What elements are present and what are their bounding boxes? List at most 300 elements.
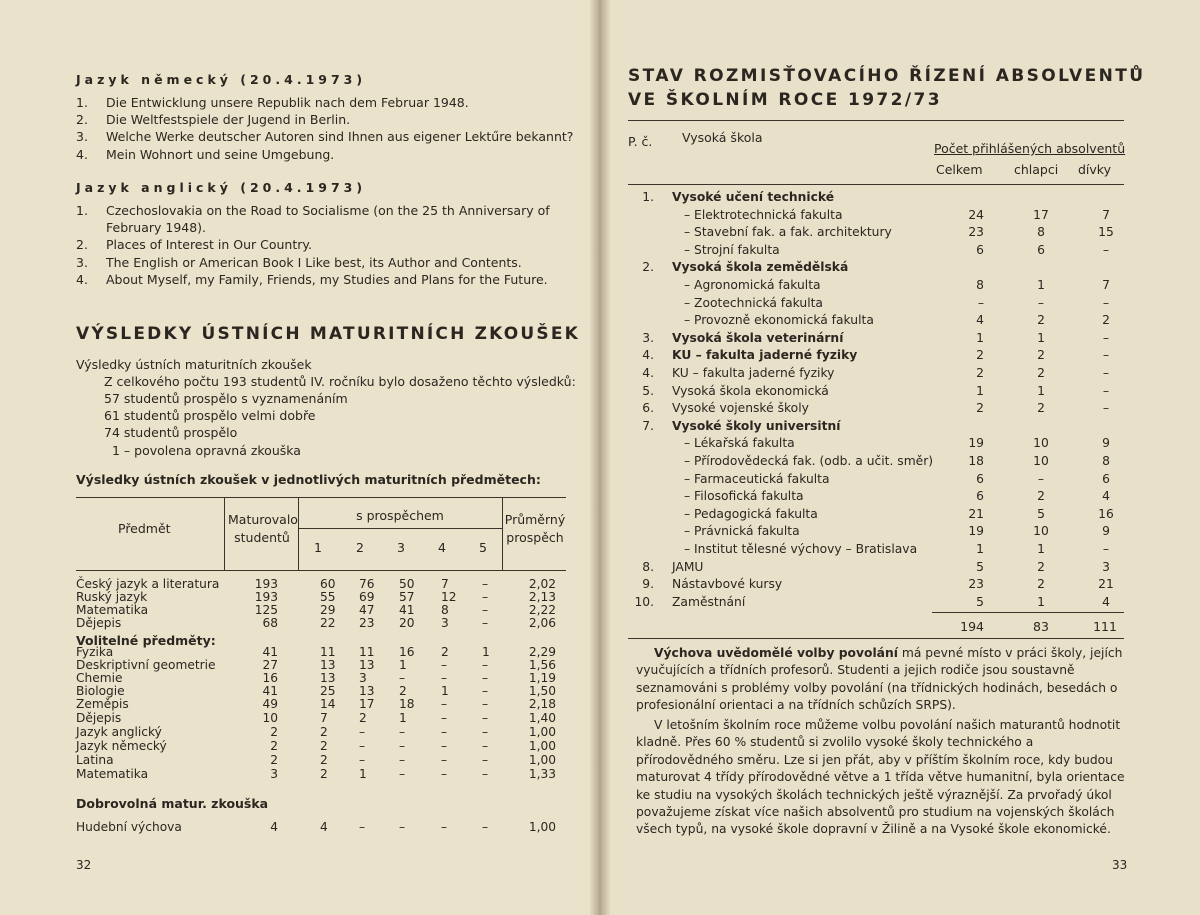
topic-number: 1.: [76, 203, 88, 218]
subject-total: 2: [270, 725, 278, 739]
school-index: 8.: [642, 559, 654, 574]
school-index: 3.: [642, 330, 654, 345]
topic-item: [76, 128, 576, 145]
subject-total: 10: [262, 711, 278, 725]
school-total: 21: [968, 506, 984, 521]
school-row: [632, 383, 1126, 401]
grade-count: –: [482, 658, 489, 672]
school-girls: 4: [1102, 489, 1110, 504]
school-index: 6.: [642, 401, 654, 416]
results-line: 57 studentů prospělo s vyznamenáním: [104, 391, 348, 406]
school-boys: 1: [1037, 330, 1045, 345]
school-total: 2: [976, 401, 984, 416]
school-girls: –: [1102, 383, 1110, 398]
school-girls: 7: [1102, 207, 1110, 222]
subject-total: 41: [262, 645, 278, 659]
subject-average: 1,33: [528, 767, 556, 781]
school-boys: 10: [1033, 436, 1049, 451]
school-row: [632, 400, 1126, 418]
grade-count: 2: [441, 645, 449, 659]
grade-count: –: [399, 725, 406, 739]
subject-average: 1,00: [528, 753, 556, 767]
topic-number: 1.: [76, 95, 88, 110]
results-intro: Výsledky ústních maturitních zkoušek: [76, 357, 312, 372]
school-row: [632, 471, 1126, 489]
subject-row: [76, 740, 566, 753]
school-name: – Institut tělesné výchovy – Bratislava: [684, 542, 918, 556]
school-total: 18: [968, 454, 984, 468]
school-total: 2: [976, 366, 984, 380]
school-total: 19: [968, 524, 984, 539]
school-boys: –: [1037, 295, 1045, 310]
grade-count: –: [482, 739, 489, 753]
school-name: – Provozně ekonomická fakulta: [684, 313, 874, 328]
school-name: Vysoká škola veterinární: [672, 330, 844, 345]
topic-item: [76, 202, 576, 236]
subject-row: [76, 617, 566, 630]
grade-count: –: [399, 671, 406, 685]
school-name: – Přírodovědecká fak. (odb. a učit. směr): [684, 454, 934, 468]
topic-item: [76, 111, 576, 128]
grade-count: 2: [320, 767, 328, 781]
grade-count: 3: [359, 671, 367, 685]
school-boys: 10: [1033, 454, 1049, 468]
grade-count: 2: [359, 711, 367, 725]
school-name: Vysoká škola ekonomická: [672, 383, 829, 398]
topic-text: Czechoslovakia on the Road to Socialisme (on the 25 th Anniversary of: [106, 203, 550, 218]
grade-count: –: [359, 739, 366, 753]
col-count-line1: Maturovalo: [228, 512, 298, 527]
grade-count: 11: [359, 645, 375, 659]
school-boys: 10: [1033, 524, 1049, 539]
col-grade-2: 2: [356, 540, 364, 555]
school-name: – Pedagogická fakulta: [684, 506, 818, 521]
grade-count: 50: [399, 577, 415, 591]
school-row: [632, 541, 1126, 559]
school-girls: –: [1102, 330, 1110, 345]
topic-number: 4.: [76, 146, 88, 162]
school-name: Nástavbové kursy: [672, 577, 783, 592]
subject-name: Ruský jazyk: [76, 590, 148, 604]
topic-text: Die Entwicklung unsere Republik nach dem Februar 1948.: [106, 95, 469, 110]
grade-count: 13: [359, 658, 375, 672]
subject-total: 2: [270, 739, 278, 753]
paragraph-1: [636, 645, 1128, 715]
grade-count: 41: [399, 603, 415, 617]
school-name: – Farmaceutická fakulta: [684, 471, 830, 486]
school-name: – Stavební fak. a fak. architektury: [684, 225, 892, 240]
subject-name: Chemie: [76, 671, 123, 685]
grade-count: 2: [320, 725, 328, 739]
school-name: – Filosofická fakulta: [684, 489, 804, 504]
paragraph-1-lead: Výchova uvědomělé volby povolání: [654, 646, 898, 660]
school-name: – Strojní fakulta: [684, 242, 780, 257]
grade-count: –: [482, 684, 489, 698]
grade-count: –: [441, 711, 448, 725]
grade-count: –: [441, 753, 448, 767]
subject-average: 1,40: [528, 711, 556, 725]
grade-count: –: [482, 671, 489, 685]
school-girls: 8: [1102, 454, 1110, 468]
grade-count: 22: [320, 616, 336, 630]
subject-name: Hudební výchova: [76, 820, 182, 834]
school-total: 24: [968, 207, 984, 222]
grade-count: –: [482, 577, 489, 591]
grade-count: –: [399, 739, 406, 753]
table-bottom-rule: [628, 638, 1124, 639]
subject-name: Fyzika: [76, 645, 114, 659]
school-boys: 2: [1037, 313, 1045, 328]
school-name: Zaměstnání: [672, 594, 746, 609]
school-name: KU – fakulta jaderné fyziky: [672, 366, 835, 380]
subject-average: 2,13: [528, 590, 556, 604]
grade-count: 2: [320, 753, 328, 767]
subject-average: 1,56: [528, 658, 556, 672]
col-idx: P. č.: [628, 134, 653, 149]
subject-row: [76, 726, 566, 739]
school-total: 6: [976, 242, 984, 257]
grade-count: 3: [441, 616, 449, 630]
subject-average: 1,00: [528, 725, 556, 739]
topic-number: 2.: [76, 112, 88, 128]
school-boys: 2: [1037, 401, 1045, 416]
grade-count: 60: [320, 577, 336, 591]
german-topic-list: [76, 94, 576, 163]
grade-count: 18: [399, 697, 415, 711]
subject-row: [76, 821, 566, 834]
school-index: 5.: [642, 383, 654, 398]
grade-count: 7: [320, 711, 328, 725]
subject-average: 1,19: [528, 671, 556, 685]
grade-count: 13: [320, 658, 336, 672]
subject-average: 1,50: [528, 684, 556, 698]
grade-count: –: [482, 711, 489, 725]
school-girls: –: [1102, 242, 1110, 257]
school-index: 4.: [642, 348, 654, 363]
school-boys: 8: [1037, 225, 1045, 240]
subject-average: 2,29: [528, 645, 556, 659]
subject-total: 193: [254, 590, 278, 604]
page-number-right: 33: [1112, 858, 1128, 872]
school-row: [632, 347, 1126, 365]
results-title: VÝSLEDKY ÚSTNÍCH MATURITNÍCH ZKOUŠEK: [76, 324, 581, 344]
school-boys: 5: [1037, 506, 1045, 521]
school-row: [632, 259, 1126, 277]
school-girls: 3: [1102, 559, 1110, 574]
optional-label: Volitelné předměty:: [76, 633, 216, 648]
right-title-line1: STAV ROZMISŤOVACÍHO ŘÍZENÍ ABSOLVENTŮ: [628, 66, 1146, 86]
school-row: [632, 435, 1126, 453]
voluntary-label: Dobrovolná matur. zkouška: [76, 796, 269, 811]
subject-average: 2,02: [528, 577, 556, 591]
school-row: [632, 576, 1126, 594]
col-grade-5: 5: [479, 540, 487, 555]
results-line: 61 studentů prospělo velmi dobře: [104, 408, 316, 424]
col-grade-1: 1: [314, 540, 322, 555]
grade-count: 2: [320, 739, 328, 753]
col-total: Celkem: [936, 162, 983, 177]
subject-name: Deskriptivní geometrie: [76, 658, 216, 672]
totals-boys: 83: [1033, 619, 1049, 634]
subject-total: 68: [262, 616, 278, 630]
grade-count: 4: [320, 820, 328, 834]
col-girls: dívky: [1078, 162, 1111, 177]
col-count-line2: studentů: [234, 530, 290, 545]
col-boys: chlapci: [1014, 162, 1059, 177]
school-girls: 7: [1102, 278, 1110, 292]
results-line: 74 studentů prospělo: [104, 425, 238, 441]
topic-text: Mein Wohnort und seine Umgebung.: [106, 146, 335, 162]
school-name: Vysoké učení technické: [672, 190, 835, 204]
topic-item: [76, 94, 576, 111]
subject-total: 49: [262, 697, 278, 711]
school-total: 4: [976, 313, 984, 328]
grade-count: –: [399, 753, 406, 767]
school-girls: –: [1102, 348, 1110, 363]
right-header-rule: [628, 184, 1124, 185]
subject-name: Latina: [76, 753, 114, 767]
grade-count: –: [482, 725, 489, 739]
grade-count: 20: [399, 616, 415, 630]
school-total: 5: [976, 559, 984, 574]
school-total: 1: [976, 330, 984, 345]
grade-count: –: [441, 739, 448, 753]
school-boys: 2: [1037, 489, 1045, 504]
grade-count: 1: [359, 767, 367, 781]
school-row: [632, 506, 1126, 524]
topic-number: 3.: [76, 254, 88, 270]
school-name: – Zootechnická fakulta: [684, 295, 823, 310]
school-name: Vysoké vojenské školy: [672, 401, 809, 416]
school-boys: 1: [1037, 383, 1045, 398]
col-avg-line2: prospěch: [506, 530, 564, 545]
col-subject: Předmět: [118, 521, 171, 536]
grade-count: 11: [320, 645, 336, 659]
school-row: [632, 330, 1126, 348]
grade-count: 57: [399, 590, 415, 604]
school-row: [632, 418, 1126, 436]
school-row: [632, 207, 1126, 225]
col-grade-4: 4: [438, 540, 446, 555]
grade-count: –: [441, 671, 448, 685]
right-title-rule: [628, 120, 1124, 121]
school-total: 19: [968, 436, 984, 451]
results-line: 1 – povolena opravná zkouška: [112, 442, 301, 458]
grade-count: 13: [320, 671, 336, 685]
school-girls: 6: [1102, 471, 1110, 486]
topic-text: Places of Interest in Our Country.: [106, 237, 312, 253]
school-girls: 9: [1102, 436, 1110, 451]
totals-total: 194: [960, 619, 984, 634]
grade-count: –: [482, 616, 489, 630]
results-summary-list: [104, 390, 348, 459]
school-row: [632, 295, 1126, 313]
school-row: [632, 277, 1126, 295]
school-girls: 21: [1098, 577, 1114, 592]
grade-count: 13: [359, 684, 375, 698]
topic-number: 3.: [76, 129, 88, 145]
school-boys: 2: [1037, 577, 1045, 592]
school-row: [632, 453, 1126, 471]
school-girls: –: [1102, 401, 1110, 416]
school-index: 4.: [642, 366, 654, 380]
subject-total: 125: [254, 603, 278, 617]
school-row: [632, 523, 1126, 541]
subject-name: Jazyk německý: [76, 739, 167, 753]
grade-count: –: [441, 725, 448, 739]
grade-count: 1: [441, 684, 449, 698]
school-index: 9.: [642, 577, 654, 592]
school-row: [632, 559, 1126, 577]
school-row: [632, 488, 1126, 506]
grade-count: 8: [441, 603, 449, 617]
subject-row: [76, 712, 566, 725]
grade-count: 1: [399, 658, 407, 672]
school-total: 2: [976, 348, 984, 363]
table-header-rule: [76, 570, 566, 571]
grade-count: –: [359, 725, 366, 739]
school-boys: 2: [1037, 366, 1045, 380]
topic-text: About Myself, my Family, Friends, my Studies and Plans for the Future.: [106, 271, 548, 287]
grade-count: 29: [320, 603, 336, 617]
grade-count: 69: [359, 590, 375, 604]
subject-total: 2: [270, 753, 278, 767]
school-total: –: [977, 295, 984, 310]
grade-count: 76: [359, 577, 375, 591]
grade-count: 1: [399, 711, 407, 725]
grade-count: –: [359, 820, 366, 834]
grade-count: 7: [441, 577, 449, 591]
subject-row: [76, 698, 566, 711]
grade-count: 16: [399, 645, 415, 659]
subject-name: Matematika: [76, 603, 149, 617]
school-girls: 9: [1102, 524, 1110, 539]
grade-count: –: [441, 767, 448, 781]
subject-average: 1,00: [528, 739, 556, 753]
school-girls: 15: [1098, 225, 1114, 240]
subject-total: 41: [262, 684, 278, 698]
grade-count: 14: [320, 697, 336, 711]
english-topic-list: [76, 202, 576, 288]
totals-girls: 111: [1093, 619, 1117, 634]
school-index: 10.: [634, 594, 654, 609]
grade-count: 55: [320, 590, 336, 604]
col-grade-3: 3: [397, 540, 405, 555]
col-school: Vysoká škola: [682, 130, 763, 145]
school-girls: –: [1102, 366, 1110, 380]
table-top-rule: [76, 497, 566, 498]
topic-text: Die Weltfestspiele der Jugend in Berlin.: [106, 112, 351, 128]
school-total: 5: [976, 594, 984, 609]
school-boys: –: [1037, 471, 1045, 486]
page-number-left: 32: [76, 858, 92, 872]
right-title-line2: VE ŠKOLNÍM ROCE 1972/73: [628, 90, 942, 110]
subject-total: 193: [254, 577, 278, 591]
subject-name: Jazyk anglický: [76, 725, 162, 739]
grade-count: 17: [359, 697, 375, 711]
subject-average: 2,18: [528, 697, 556, 711]
paragraph-2: V letošním školním roce můžeme volbu povolání našich maturantů hodnotit kladně. Přes 60 % studentů si zvolilo vysoké školy technického a přírodovědného směru. Lze si jen přát, aby v příštím školním roce, kdy budou maturovat 4 třídy přírodovědné větve a 1 třída větve humanitní, byla orientace ke studiu na vysokých školách technických ještě výraznější. Za prvořadý úkol považujeme získat více našich absolventů pro studium na vojenských školách všech typů, na vysoké škole dopravní v Žilině a na Vysoké škole ekonomické.: [636, 718, 1125, 837]
grade-count: –: [441, 820, 448, 834]
school-name: JAMU: [672, 559, 704, 574]
col-grades: s prospěchem: [356, 508, 444, 523]
subject-total: 4: [270, 820, 278, 834]
school-boys: 1: [1037, 594, 1045, 609]
subject-row: [76, 768, 566, 781]
grade-count: –: [441, 697, 448, 711]
grade-count: 1: [482, 645, 490, 659]
subject-average: 1,00: [528, 820, 556, 834]
subject-average: 2,06: [528, 616, 556, 630]
topic-number: 2.: [76, 237, 88, 253]
paragraph-1-text: má pevné místo v práci školy, jejích vyučujících a třídních profesorů. Studenti a jejich rodiče jsou soustavně seznamováni s problémy volby povolání (na třídnických hodinách, besedách o profesionální orientaci a na třídních schůzích SRPS).: [636, 646, 1123, 713]
school-total: 23: [968, 577, 984, 592]
topic-item: [76, 254, 576, 271]
school-name: – Lékařská fakulta: [684, 436, 795, 451]
grade-count: –: [399, 820, 406, 834]
grade-count: 12: [441, 590, 457, 604]
school-index: 7.: [642, 418, 654, 433]
col-group: Počet přihlášených absolventů: [934, 141, 1126, 156]
school-row: [632, 312, 1126, 330]
school-girls: 16: [1098, 506, 1114, 521]
school-row: [632, 224, 1126, 242]
school-total: 6: [976, 471, 984, 486]
school-total: 1: [976, 383, 984, 398]
school-name: Vysoká škola zemědělská: [672, 260, 849, 275]
subject-total: 3: [270, 767, 278, 781]
school-girls: –: [1102, 542, 1110, 556]
subject-name: Dějepis: [76, 711, 122, 725]
grade-count: –: [441, 658, 448, 672]
table-grade-rule: [298, 528, 502, 529]
col-avg-line1: Průměrný: [504, 512, 566, 527]
school-name: KU – fakulta jaderné fyziky: [672, 348, 858, 363]
subject-row: [76, 754, 566, 767]
grade-count: –: [482, 767, 489, 781]
topic-item: [76, 146, 576, 163]
school-total: 1: [976, 542, 984, 556]
grade-count: –: [399, 767, 406, 781]
topic-item: [76, 271, 576, 288]
grade-count: 47: [359, 603, 375, 617]
grade-count: 2: [399, 684, 407, 698]
school-boys: 1: [1037, 278, 1045, 292]
results-total: Z celkového počtu 193 studentů IV. ročníku bylo dosaženo těchto výsledků:: [104, 374, 576, 389]
subject-name: Biologie: [76, 684, 125, 698]
school-total: 23: [968, 225, 984, 240]
school-name: – Právnická fakulta: [684, 524, 800, 539]
subject-name: Český jazyk a literatura: [76, 577, 220, 591]
school-row: [632, 594, 1126, 612]
school-girls: 2: [1102, 313, 1110, 328]
subject-average: 2,22: [528, 603, 556, 617]
school-row: [632, 189, 1126, 207]
book-gutter: [590, 0, 610, 915]
school-row: [632, 365, 1126, 383]
school-row: [632, 242, 1126, 260]
school-name: Vysoké školy universitní: [672, 418, 841, 433]
german-exam-heading: Jazyk německý (20.4.1973): [76, 72, 367, 87]
totals-rule: [932, 612, 1124, 613]
subject-total: 27: [262, 658, 278, 672]
school-boys: 2: [1037, 559, 1045, 574]
topic-text: The English or American Book I Like best, its Author and Contents.: [106, 254, 522, 270]
school-girls: 4: [1102, 594, 1110, 609]
topic-number: 4.: [76, 271, 88, 287]
topic-item: [76, 236, 576, 253]
subject-name: Dějepis: [76, 616, 122, 630]
